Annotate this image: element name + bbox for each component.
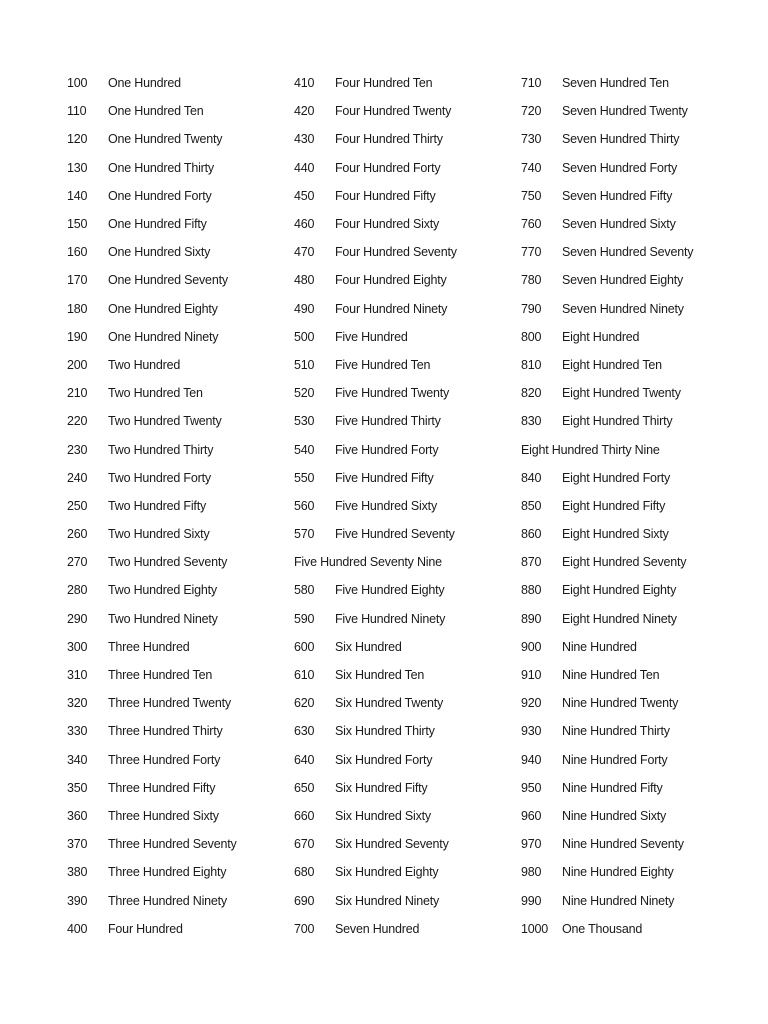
number-value: 180 — [67, 301, 88, 316]
number-row — [521, 492, 746, 520]
number-in-words: Two Hundred Forty — [108, 470, 211, 485]
number-in-words: Two Hundred Sixty — [108, 527, 210, 542]
number-value: 140 — [67, 188, 88, 203]
number-value: 420 — [294, 104, 315, 119]
number-in-words: Six Hundred Ninety — [335, 893, 440, 908]
number-value: 670 — [294, 837, 315, 852]
number-row — [521, 97, 746, 125]
number-value: 250 — [67, 498, 88, 513]
number-row — [521, 125, 746, 153]
number-in-words: Seven Hundred Seventy — [562, 245, 694, 260]
number-value: 510 — [294, 357, 315, 372]
number-in-words: Five Hundred — [335, 329, 408, 344]
number-in-words: One Hundred Ninety — [108, 329, 219, 344]
number-value: 260 — [67, 527, 88, 542]
number-value: 750 — [521, 188, 542, 203]
number-row — [67, 154, 292, 182]
number-row — [521, 69, 746, 97]
number-row — [67, 661, 292, 689]
number-in-words: Four Hundred Thirty — [335, 132, 443, 147]
number-value: 1000 — [521, 921, 549, 936]
number-value: 950 — [521, 780, 542, 795]
number-row — [67, 351, 292, 379]
number-value: 920 — [521, 696, 542, 711]
number-in-words: Six Hundred Sixty — [335, 808, 431, 823]
number-row — [294, 802, 519, 830]
number-value: 970 — [521, 837, 542, 852]
number-in-words: Nine Hundred Sixty — [562, 808, 667, 823]
number-row — [67, 605, 292, 633]
number-in-words: Eight Hundred — [562, 329, 640, 344]
number-in-words: One Hundred Twenty — [108, 132, 223, 147]
number-row — [521, 464, 746, 492]
number-row — [294, 182, 519, 210]
number-in-words: Seven Hundred — [335, 921, 420, 936]
number-value: 850 — [521, 498, 542, 513]
number-row — [294, 407, 519, 435]
number-value: 610 — [294, 668, 315, 683]
number-value: 770 — [521, 245, 542, 260]
number-in-words: Two Hundred Ten — [108, 386, 203, 401]
number-value: 620 — [294, 696, 315, 711]
number-in-words: Five Hundred Twenty — [335, 386, 450, 401]
number-in-words: Five Hundred Seventy Nine — [294, 555, 442, 570]
number-value: 430 — [294, 132, 315, 147]
number-row — [67, 210, 292, 238]
number-value: 800 — [521, 329, 542, 344]
number-value: 590 — [294, 611, 315, 626]
number-row — [67, 886, 292, 914]
number-value: 790 — [521, 301, 542, 316]
number-value: 860 — [521, 527, 542, 542]
number-row — [294, 633, 519, 661]
number-row — [67, 915, 292, 943]
number-value: 910 — [521, 668, 542, 683]
number-value: 150 — [67, 217, 88, 232]
number-value: 370 — [67, 837, 88, 852]
number-row — [67, 633, 292, 661]
number-row — [294, 295, 519, 323]
number-value: 700 — [294, 921, 315, 936]
number-in-words: Eight Hundred Twenty — [562, 386, 681, 401]
number-in-words: Six Hundred Forty — [335, 752, 433, 767]
number-row — [67, 689, 292, 717]
number-row — [521, 154, 746, 182]
number-in-words: Six Hundred Twenty — [335, 696, 444, 711]
number-value: 690 — [294, 893, 315, 908]
number-in-words: Three Hundred Forty — [108, 752, 221, 767]
number-in-words: Seven Hundred Twenty — [562, 104, 688, 119]
number-in-words: Five Hundred Ninety — [335, 611, 446, 626]
number-row — [294, 492, 519, 520]
number-value: 900 — [521, 639, 542, 654]
number-row — [521, 210, 746, 238]
number-in-words: Five Hundred Seventy — [335, 527, 455, 542]
number-row — [294, 435, 519, 463]
number-in-words: Eight Hundred Ten — [562, 357, 662, 372]
number-in-words: Seven Hundred Ten — [562, 76, 669, 91]
number-in-words: Three Hundred Twenty — [108, 696, 231, 711]
number-column-3 — [521, 69, 746, 943]
number-row — [67, 97, 292, 125]
number-row — [521, 633, 746, 661]
number-row — [294, 210, 519, 238]
number-row — [521, 746, 746, 774]
number-value: 730 — [521, 132, 542, 147]
number-in-words: Two Hundred Thirty — [108, 442, 214, 457]
number-in-words: Six Hundred Ten — [335, 668, 425, 683]
number-value: 980 — [521, 865, 542, 880]
number-row — [67, 407, 292, 435]
number-row — [67, 746, 292, 774]
number-value: 380 — [67, 865, 88, 880]
number-value: 520 — [294, 386, 315, 401]
number-row — [521, 802, 746, 830]
number-in-words: Two Hundred Twenty — [108, 414, 222, 429]
number-row — [294, 125, 519, 153]
number-value: 720 — [521, 104, 542, 119]
number-row — [67, 182, 292, 210]
number-in-words: Two Hundred — [108, 357, 181, 372]
number-row — [521, 182, 746, 210]
number-value: 210 — [67, 386, 88, 401]
number-in-words: Seven Hundred Ninety — [562, 301, 684, 316]
number-in-words: Eight Hundred Thirty Nine — [521, 442, 660, 457]
number-value: 470 — [294, 245, 315, 260]
number-in-words: Nine Hundred — [562, 639, 637, 654]
number-value: 560 — [294, 498, 315, 513]
number-row — [294, 689, 519, 717]
number-in-words: Five Hundred Thirty — [335, 414, 441, 429]
number-row — [67, 125, 292, 153]
number-value: 650 — [294, 780, 315, 795]
number-row — [294, 774, 519, 802]
number-value: 530 — [294, 414, 315, 429]
number-value: 220 — [67, 414, 88, 429]
number-value: 330 — [67, 724, 88, 739]
number-value: 450 — [294, 188, 315, 203]
number-in-words: Seven Hundred Sixty — [562, 217, 676, 232]
number-row — [521, 266, 746, 294]
number-row — [67, 576, 292, 604]
number-value: 290 — [67, 611, 88, 626]
number-row — [67, 492, 292, 520]
number-row — [521, 238, 746, 266]
number-in-words: Four Hundred Ninety — [335, 301, 448, 316]
number-row — [67, 435, 292, 463]
number-in-words: Two Hundred Seventy — [108, 555, 228, 570]
number-in-words: One Hundred Eighty — [108, 301, 218, 316]
number-value: 350 — [67, 780, 88, 795]
number-in-words: Three Hundred Ninety — [108, 893, 227, 908]
number-in-words: Eight Hundred Forty — [562, 470, 671, 485]
number-in-words: Nine Hundred Twenty — [562, 696, 679, 711]
number-in-words: Three Hundred Seventy — [108, 837, 237, 852]
number-in-words: Six Hundred Seventy — [335, 837, 449, 852]
number-row — [294, 464, 519, 492]
number-value: 240 — [67, 470, 88, 485]
number-in-words: Two Hundred Eighty — [108, 583, 217, 598]
number-row — [521, 689, 746, 717]
number-in-words: Four Hundred — [108, 921, 183, 936]
number-value: 480 — [294, 273, 315, 288]
number-row — [521, 915, 746, 943]
number-column-1 — [67, 69, 292, 943]
number-in-words: Nine Hundred Ten — [562, 668, 660, 683]
number-row — [67, 464, 292, 492]
number-row — [67, 520, 292, 548]
number-in-words: Four Hundred Eighty — [335, 273, 447, 288]
number-value: 280 — [67, 583, 88, 598]
number-in-words: Seven Hundred Fifty — [562, 188, 673, 203]
number-value: 940 — [521, 752, 542, 767]
number-row — [521, 717, 746, 745]
number-in-words: Five Hundred Fifty — [335, 470, 434, 485]
number-row — [294, 576, 519, 604]
number-value: 390 — [67, 893, 88, 908]
number-in-words: Three Hundred Thirty — [108, 724, 223, 739]
number-value: 310 — [67, 668, 88, 683]
number-value: 230 — [67, 442, 88, 457]
number-value: 820 — [521, 386, 542, 401]
number-value: 660 — [294, 808, 315, 823]
number-row — [294, 717, 519, 745]
number-row — [67, 69, 292, 97]
number-row — [521, 351, 746, 379]
number-in-words: Nine Hundred Ninety — [562, 893, 675, 908]
number-in-words: Three Hundred — [108, 639, 190, 654]
number-row — [67, 774, 292, 802]
number-row — [294, 746, 519, 774]
number-value: 340 — [67, 752, 88, 767]
number-value: 460 — [294, 217, 315, 232]
number-value: 320 — [67, 696, 88, 711]
number-row — [521, 774, 746, 802]
number-in-words: One Hundred Fifty — [108, 217, 207, 232]
number-in-words: Eight Hundred Sixty — [562, 527, 669, 542]
number-value: 580 — [294, 583, 315, 598]
number-row — [521, 576, 746, 604]
number-in-words: Two Hundred Fifty — [108, 498, 207, 513]
number-value: 830 — [521, 414, 542, 429]
number-row — [294, 520, 519, 548]
number-value: 110 — [67, 104, 87, 119]
number-row — [521, 548, 746, 576]
number-value: 500 — [294, 329, 315, 344]
number-row — [294, 379, 519, 407]
number-in-words: Six Hundred Eighty — [335, 865, 439, 880]
number-in-words: Eight Hundred Seventy — [562, 555, 687, 570]
number-in-words: Nine Hundred Thirty — [562, 724, 670, 739]
number-value: 200 — [67, 357, 88, 372]
number-value: 710 — [521, 76, 542, 91]
number-column-2 — [294, 69, 519, 943]
number-row — [294, 154, 519, 182]
number-in-words: Five Hundred Sixty — [335, 498, 437, 513]
number-value: 170 — [67, 273, 88, 288]
number-value: 680 — [294, 865, 315, 880]
number-row — [521, 661, 746, 689]
number-in-words: Five Hundred Ten — [335, 357, 431, 372]
number-row — [294, 915, 519, 943]
number-in-words: Five Hundred Eighty — [335, 583, 445, 598]
number-in-words: Eight Hundred Ninety — [562, 611, 677, 626]
number-in-words: Nine Hundred Eighty — [562, 865, 674, 880]
number-in-words: Seven Hundred Forty — [562, 160, 678, 175]
number-row — [294, 548, 519, 576]
number-value: 270 — [67, 555, 88, 570]
number-in-words: Seven Hundred Thirty — [562, 132, 680, 147]
number-value: 630 — [294, 724, 315, 739]
number-in-words: Four Hundred Fifty — [335, 188, 436, 203]
number-row — [67, 323, 292, 351]
number-row — [294, 886, 519, 914]
number-value: 760 — [521, 217, 542, 232]
number-value: 960 — [521, 808, 542, 823]
number-row — [294, 351, 519, 379]
number-row — [294, 97, 519, 125]
number-row — [294, 69, 519, 97]
number-row — [67, 830, 292, 858]
number-row — [521, 605, 746, 633]
number-row — [521, 407, 746, 435]
number-in-words: Six Hundred Thirty — [335, 724, 435, 739]
number-in-words: One Hundred Ten — [108, 104, 204, 119]
number-row — [67, 295, 292, 323]
number-in-words: Eight Hundred Fifty — [562, 498, 666, 513]
number-in-words: Eight Hundred Thirty — [562, 414, 673, 429]
number-row — [521, 323, 746, 351]
number-value: 490 — [294, 301, 315, 316]
number-value: 570 — [294, 527, 315, 542]
number-in-words: Six Hundred — [335, 639, 402, 654]
number-in-words: Three Hundred Ten — [108, 668, 213, 683]
number-in-words: Four Hundred Sixty — [335, 217, 440, 232]
number-value: 130 — [67, 160, 88, 175]
number-row — [521, 830, 746, 858]
number-value: 890 — [521, 611, 542, 626]
number-value: 120 — [67, 132, 88, 147]
number-in-words: Six Hundred Fifty — [335, 780, 428, 795]
number-value: 360 — [67, 808, 88, 823]
number-row — [294, 238, 519, 266]
number-in-words: Four Hundred Twenty — [335, 104, 452, 119]
number-row — [67, 802, 292, 830]
number-value: 880 — [521, 583, 542, 598]
number-row — [521, 858, 746, 886]
number-in-words: One Hundred Thirty — [108, 160, 214, 175]
number-value: 780 — [521, 273, 542, 288]
number-in-words: Five Hundred Forty — [335, 442, 439, 457]
number-in-words: Three Hundred Fifty — [108, 780, 216, 795]
number-in-words: Seven Hundred Eighty — [562, 273, 684, 288]
number-value: 440 — [294, 160, 315, 175]
number-in-words: Eight Hundred Eighty — [562, 583, 677, 598]
number-value: 100 — [67, 76, 88, 91]
number-row — [67, 238, 292, 266]
number-value: 540 — [294, 442, 315, 457]
number-in-words: Three Hundred Sixty — [108, 808, 219, 823]
number-row — [67, 266, 292, 294]
number-row — [294, 858, 519, 886]
number-row — [67, 858, 292, 886]
number-row — [521, 295, 746, 323]
number-value: 810 — [521, 357, 542, 372]
number-value: 870 — [521, 555, 542, 570]
number-value: 840 — [521, 470, 542, 485]
number-value: 400 — [67, 921, 88, 936]
number-row — [67, 548, 292, 576]
number-row — [67, 717, 292, 745]
number-value: 160 — [67, 245, 88, 260]
number-value: 190 — [67, 329, 88, 344]
number-in-words: Nine Hundred Fifty — [562, 780, 663, 795]
number-in-words: One Hundred Sixty — [108, 245, 211, 260]
number-in-words: One Hundred Forty — [108, 188, 212, 203]
number-in-words: Four Hundred Seventy — [335, 245, 457, 260]
number-row — [294, 266, 519, 294]
number-in-words: One Hundred Seventy — [108, 273, 228, 288]
number-row — [521, 886, 746, 914]
number-row — [521, 435, 746, 463]
number-row — [294, 661, 519, 689]
number-in-words: Nine Hundred Forty — [562, 752, 668, 767]
number-row — [67, 379, 292, 407]
number-row — [294, 830, 519, 858]
number-in-words: One Thousand — [562, 921, 643, 936]
number-value: 410 — [294, 76, 315, 91]
number-in-words: Four Hundred Ten — [335, 76, 433, 91]
number-in-words: Three Hundred Eighty — [108, 865, 227, 880]
number-in-words: Four Hundred Forty — [335, 160, 441, 175]
number-value: 990 — [521, 893, 542, 908]
number-in-words: Nine Hundred Seventy — [562, 837, 684, 852]
number-value: 640 — [294, 752, 315, 767]
number-value: 740 — [521, 160, 542, 175]
number-value: 300 — [67, 639, 88, 654]
number-in-words: One Hundred — [108, 76, 181, 91]
number-in-words: Two Hundred Ninety — [108, 611, 218, 626]
number-value: 930 — [521, 724, 542, 739]
number-row — [294, 605, 519, 633]
number-value: 600 — [294, 639, 315, 654]
number-row — [521, 520, 746, 548]
number-row — [294, 323, 519, 351]
number-value: 550 — [294, 470, 315, 485]
number-row — [521, 379, 746, 407]
